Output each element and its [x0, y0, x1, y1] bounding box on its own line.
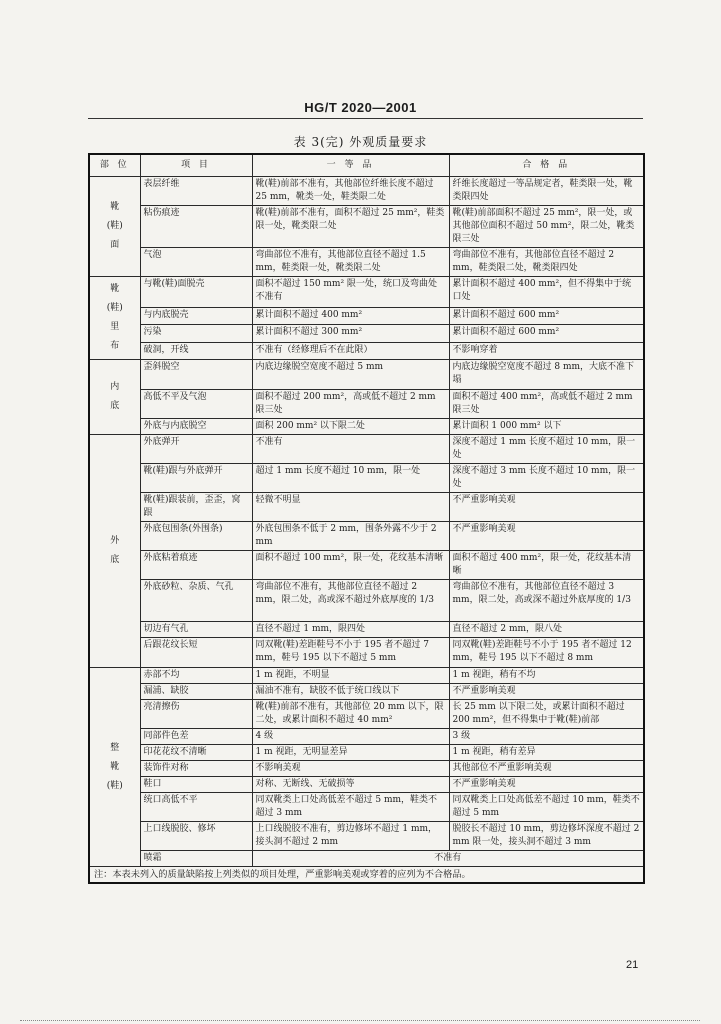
item-cell: 赤部不均 — [140, 668, 252, 684]
item-cell: 同部件色差 — [140, 729, 252, 745]
merged-requirement-cell: 不准有 — [252, 851, 644, 867]
table-row — [89, 700, 644, 729]
item-cell: 鞋口 — [140, 777, 252, 793]
table-note-row — [89, 867, 644, 884]
pass-grade-cell: 面积不超过 400 mm²，限一处，花纹基本清晰 — [449, 551, 644, 580]
first-grade-cell: 累计面积不超过 300 mm² — [252, 325, 449, 342]
first-grade-cell: 弯曲部位不准有，其他部位直径不超过 1.5 mm，鞋类限一处，靴类限二处 — [252, 248, 449, 277]
header-first-grade: 一 等 品 — [252, 154, 449, 177]
item-cell: 外底弹开 — [140, 435, 252, 464]
pass-grade-cell: 其他部位不严重影响美观 — [449, 761, 644, 777]
pass-grade-cell: 不严重影响美观 — [449, 522, 644, 551]
pass-grade-cell: 不严重影响美观 — [449, 684, 644, 700]
part-label: 靴 — [110, 202, 120, 212]
first-grade-cell: 轻微不明显 — [252, 493, 449, 522]
part-label: (鞋) — [106, 221, 123, 231]
pass-grade-cell: 累计面积不超过 600 mm² — [449, 308, 644, 325]
first-grade-cell: 超过 1 mm 长度不超过 10 mm，限一处 — [252, 464, 449, 493]
pass-grade-cell: 不影响穿着 — [449, 342, 644, 359]
table-row — [89, 177, 644, 206]
first-grade-cell: 面积不超过 150 mm² 限一处，统口及弯曲处不准有 — [252, 277, 449, 308]
pass-grade-cell: 面积不超过 400 mm²，高或低不超过 2 mm 限三处 — [449, 390, 644, 419]
table-row — [89, 419, 644, 435]
pass-grade-cell: 1 m 视距，稍有不均 — [449, 668, 644, 684]
item-cell: 靴(鞋)跟装前，歪歪，窝跟 — [140, 493, 252, 522]
table-caption: 表 3(完) 外观质量要求 — [293, 135, 428, 149]
first-grade-cell: 1 m 视距，无明显差异 — [252, 745, 449, 761]
table-row — [89, 793, 644, 822]
part-cell — [89, 668, 140, 867]
first-grade-cell: 4 级 — [252, 729, 449, 745]
item-cell: 亮清擦伤 — [140, 700, 252, 729]
part-label: 里 — [110, 322, 120, 332]
header-part: 部 位 — [89, 154, 140, 177]
first-grade-cell: 不准有 — [252, 435, 449, 464]
first-grade-cell: 外底包围条不低于 2 mm，围条外露不少于 2 mm — [252, 522, 449, 551]
part-label: (鞋) — [106, 780, 123, 791]
item-cell: 外底与内底脱空 — [140, 419, 252, 435]
pass-grade-cell: 累计面积 1 000 mm² 以下 — [449, 419, 644, 435]
first-grade-cell: 直径不超过 1 mm，限四处 — [252, 622, 449, 638]
item-cell: 外底砂粒、杂质、气孔 — [140, 580, 252, 622]
table-header-row — [89, 154, 644, 177]
item-cell: 外底包围条(外围条) — [140, 522, 252, 551]
part-label: 靴 — [110, 284, 120, 294]
page-bottom-edge — [20, 1020, 700, 1021]
first-grade-cell: 弯曲部位不准有，其他部位直径不超过 2 mm，限二处，高或深不超过外底厚度的 1/3 — [252, 580, 449, 622]
pass-grade-cell: 不严重影响美观 — [449, 493, 644, 522]
table-row — [89, 729, 644, 745]
part-label: 底 — [110, 401, 120, 411]
pass-grade-cell: 同双靴类上口处高低差不超过 10 mm，鞋类不超过 5 mm — [449, 793, 644, 822]
item-cell: 上口线脱胶、修坏 — [140, 822, 252, 851]
table-row — [89, 638, 644, 668]
table-row — [89, 551, 644, 580]
part-cell — [89, 435, 140, 668]
pass-grade-cell: 深度不超过 3 mm 长度不超过 10 mm，限一处 — [449, 464, 644, 493]
item-cell: 与靴(鞋)面脱壳 — [140, 277, 252, 308]
table-row — [89, 342, 644, 359]
table-row — [89, 668, 644, 684]
first-grade-cell: 靴(鞋)前部不准有，其他部位 20 mm 以下，限二处，或累计面积不超过 40 mm² — [252, 700, 449, 729]
table-row — [89, 360, 644, 390]
item-cell: 切边有气孔 — [140, 622, 252, 638]
first-grade-cell: 面积不超过 200 mm²，高或低不超过 2 mm 限三处 — [252, 390, 449, 419]
item-cell: 表层纤维 — [140, 177, 252, 206]
table-row — [89, 206, 644, 248]
table-row — [89, 745, 644, 761]
header-pass-grade: 合 格 品 — [449, 154, 644, 177]
table-row — [89, 522, 644, 551]
table-row — [89, 493, 644, 522]
first-grade-cell: 面积 200 mm² 以下限二处 — [252, 419, 449, 435]
table-row — [89, 277, 644, 308]
part-cell — [89, 177, 140, 277]
pass-grade-cell: 弯曲部位不准有，其他部位直径不超过 2 mm，鞋类限二处，靴类限四处 — [449, 248, 644, 277]
part-label: 底 — [110, 555, 120, 565]
first-grade-cell: 不准有（经修理后不在此限） — [252, 342, 449, 359]
pass-grade-cell: 内底边缘脱空宽度不超过 8 mm，大底不准下塌 — [449, 360, 644, 390]
pass-grade-cell: 靴(鞋)前部面积不超过 25 mm²，限一处，或其他部位面积不超过 50 mm²，限二处，靴类限三处 — [449, 206, 644, 248]
table-row — [89, 325, 644, 342]
part-label: 整 — [110, 742, 120, 753]
item-cell: 气泡 — [140, 248, 252, 277]
header-rule — [88, 118, 643, 119]
first-grade-cell: 同双靴类上口处高低差不超过 5 mm，鞋类不超过 3 mm — [252, 793, 449, 822]
part-label: 靴 — [110, 761, 120, 772]
table-row — [89, 777, 644, 793]
table-row — [89, 622, 644, 638]
pass-grade-cell: 脱胶长不超过 10 mm，剪边修坏深度不超过 2 mm 限一处，接头洞不超过 3 mm — [449, 822, 644, 851]
table-row — [89, 308, 644, 325]
item-cell: 喷霜 — [140, 851, 252, 867]
table-body — [89, 177, 644, 884]
table-row — [89, 435, 644, 464]
first-grade-cell: 累计面积不超过 400 mm² — [252, 308, 449, 325]
first-grade-cell: 同双靴(鞋)差距鞋号不小于 195 者不超过 7 mm，鞋号 195 以下不超过 5 mm — [252, 638, 449, 668]
first-grade-cell: 对称、无断线、无破损等 — [252, 777, 449, 793]
first-grade-cell: 靴(鞋)前部不准有，其他部位纤维长度不超过 25 mm，靴类一处，鞋类限二处 — [252, 177, 449, 206]
table-row — [89, 822, 644, 851]
part-label: 面 — [110, 240, 120, 250]
first-grade-cell: 1 m 视距，不明显 — [252, 668, 449, 684]
pass-grade-cell: 深度不超过 1 mm 长度不超过 10 mm，限一处 — [449, 435, 644, 464]
item-cell: 高低不平及气泡 — [140, 390, 252, 419]
pass-grade-cell: 长 25 mm 以下限二处，或累计面积不超过 200 mm²，但不得集中于靴(鞋)前部 — [449, 700, 644, 729]
first-grade-cell: 不影响美观 — [252, 761, 449, 777]
pass-grade-cell: 累计面积不超过 600 mm² — [449, 325, 644, 342]
part-label: 内 — [110, 382, 120, 392]
item-cell: 歪斜脱空 — [140, 360, 252, 390]
table-row — [89, 761, 644, 777]
item-cell: 与内底脱壳 — [140, 308, 252, 325]
pass-grade-cell: 直径不超过 2 mm，限八处 — [449, 622, 644, 638]
pass-grade-cell: 纤维长度超过一等品规定者，鞋类限一处，靴类限四处 — [449, 177, 644, 206]
table-row — [89, 684, 644, 700]
item-cell: 污染 — [140, 325, 252, 342]
part-label: 布 — [110, 341, 120, 351]
page-number: 21 — [626, 959, 639, 971]
table-row — [89, 248, 644, 277]
part-cell — [89, 277, 140, 360]
standard-code-header: HG/T 2020—2001 — [304, 100, 417, 115]
table-row — [89, 464, 644, 493]
item-cell: 粘伤痕迹 — [140, 206, 252, 248]
table-row — [89, 851, 644, 867]
first-grade-cell: 内底边缘脱空宽度不超过 5 mm — [252, 360, 449, 390]
part-label: (鞋) — [106, 303, 123, 313]
table-note: 注：本表未列入的质量缺陷按上列类似的项目处理，严重影响美观或穿着的应列为不合格品。 — [89, 867, 644, 884]
item-cell: 装饰件对称 — [140, 761, 252, 777]
first-grade-cell: 靴(鞋)前部不准有，面积不超过 25 mm²，鞋类限一处，靴类限二处 — [252, 206, 449, 248]
first-grade-cell: 面积不超过 100 mm²，限一处，花纹基本清晰 — [252, 551, 449, 580]
table-row — [89, 580, 644, 622]
part-cell — [89, 360, 140, 435]
first-grade-cell: 漏油不准有，缺胶不低于统口线以下 — [252, 684, 449, 700]
item-cell: 破洞，开线 — [140, 342, 252, 359]
appearance-quality-table — [88, 153, 645, 884]
item-cell: 统口高低不平 — [140, 793, 252, 822]
part-label: 外 — [110, 536, 120, 546]
pass-grade-cell: 3 级 — [449, 729, 644, 745]
item-cell: 漏浦、缺胶 — [140, 684, 252, 700]
item-cell: 外底粘着痕迹 — [140, 551, 252, 580]
item-cell: 印花花纹不清晰 — [140, 745, 252, 761]
pass-grade-cell: 1 m 视距，稍有差异 — [449, 745, 644, 761]
header-item: 项 目 — [140, 154, 252, 177]
pass-grade-cell: 累计面积不超过 400 mm²，但不得集中于统口处 — [449, 277, 644, 308]
pass-grade-cell: 弯曲部位不准有，其他部位直径不超过 3 mm，限二处，高或深不超过外底厚度的 1/3 — [449, 580, 644, 622]
item-cell: 后跟花纹长短 — [140, 638, 252, 668]
item-cell: 靴(鞋)跟与外底弹开 — [140, 464, 252, 493]
table-row — [89, 390, 644, 419]
first-grade-cell: 上口线脱胶不准有，剪边修坏不超过 1 mm，接头洞不超过 2 mm — [252, 822, 449, 851]
pass-grade-cell: 同双靴(鞋)差距鞋号不小于 195 者不超过 12 mm，鞋号 195 以下不超过 8 mm — [449, 638, 644, 668]
pass-grade-cell: 不严重影响美观 — [449, 777, 644, 793]
